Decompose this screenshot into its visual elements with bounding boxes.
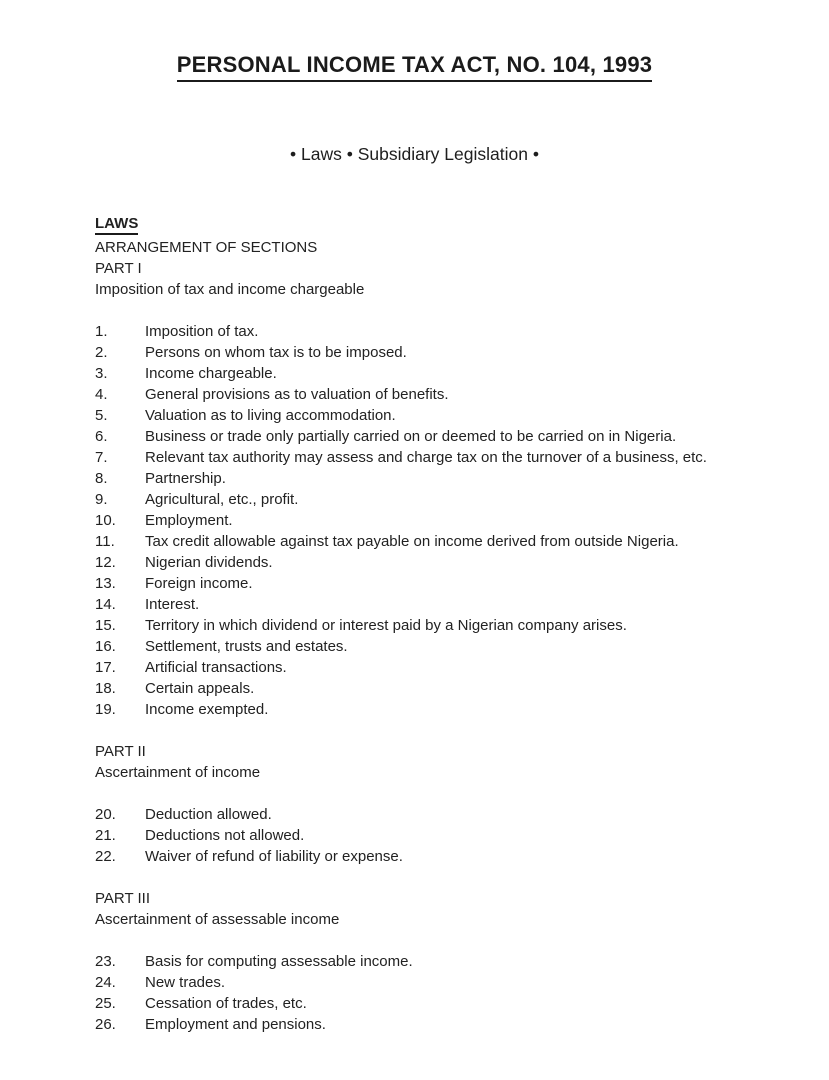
section-row — [95, 489, 799, 510]
section-row — [95, 405, 799, 426]
section-row — [95, 321, 799, 342]
section-row — [95, 447, 799, 468]
part-description: Ascertainment of income — [95, 764, 261, 781]
section-row — [95, 510, 799, 531]
section-row — [95, 615, 799, 636]
section-number: 26. — [95, 1016, 116, 1033]
laws-heading: LAWS — [95, 214, 138, 235]
section-number: 3. — [95, 365, 108, 382]
section-row — [95, 804, 799, 825]
section-number: 11. — [95, 533, 115, 550]
section-number: 2. — [95, 344, 108, 361]
section-title: Employment and pensions. — [145, 1016, 326, 1033]
part-label: PART III — [95, 890, 151, 907]
section-number: 5. — [95, 407, 108, 424]
section-number: 22. — [95, 848, 116, 865]
part — [95, 258, 799, 720]
section-title: Deductions not allowed. — [145, 827, 305, 844]
section-number: 6. — [95, 428, 108, 445]
section-title: Cessation of trades, etc. — [145, 995, 307, 1012]
section-number: 10. — [95, 512, 116, 529]
section-title: Tax credit allowable against tax payable on income derived from outside Nigeria. — [145, 533, 679, 550]
section-row — [95, 993, 799, 1014]
section-list — [95, 804, 799, 867]
section-row — [95, 972, 799, 993]
section-title: Artificial transactions. — [145, 659, 287, 676]
section-title: Deduction allowed. — [145, 806, 272, 823]
section-number: 14. — [95, 596, 116, 613]
section-row — [95, 657, 799, 678]
arrangement-heading: ARRANGEMENT OF SECTIONS — [95, 239, 318, 256]
section-row — [95, 552, 799, 573]
section-row — [95, 825, 799, 846]
section-row — [95, 636, 799, 657]
section-title: Business or trade only partially carried on or deemed to be carried on in Nigeria. — [145, 428, 677, 445]
part-label: PART I — [95, 260, 142, 277]
section-title: Agricultural, etc., profit. — [145, 491, 299, 508]
section-row — [95, 846, 799, 867]
section-title: Basis for computing assessable income. — [145, 953, 413, 970]
section-title: Employment. — [145, 512, 233, 529]
section-row — [95, 426, 799, 447]
section-title: Imposition of tax. — [145, 323, 259, 340]
section-number: 24. — [95, 974, 116, 991]
section-title: Income exempted. — [145, 701, 269, 718]
section-number: 19. — [95, 701, 116, 718]
section-title: Territory in which dividend or interest paid by a Nigerian company arises. — [145, 617, 627, 634]
section-row — [95, 1014, 799, 1035]
section-title: Valuation as to living accommodation. — [145, 407, 396, 424]
section-row — [95, 678, 799, 699]
section-title: Settlement, trusts and estates. — [145, 638, 348, 655]
section-title: New trades. — [145, 974, 226, 991]
section-number: 12. — [95, 554, 116, 571]
page-title: PERSONAL INCOME TAX ACT, NO. 104, 1993 — [177, 52, 652, 82]
section-title: General provisions as to valuation of benefits. — [145, 386, 449, 403]
section-title: Partnership. — [145, 470, 226, 487]
part-description: Ascertainment of assessable income — [95, 911, 340, 928]
section-row — [95, 951, 799, 972]
parts-container — [95, 258, 799, 1035]
section-title: Waiver of refund of liability or expense. — [145, 848, 403, 865]
section-number: 21. — [95, 827, 116, 844]
section-row — [95, 699, 799, 720]
section-title: Interest. — [145, 596, 200, 613]
section-title: Relevant tax authority may assess and charge tax on the turnover of a business, etc. — [145, 449, 707, 466]
section-list — [95, 321, 799, 720]
section-number: 18. — [95, 680, 116, 697]
section-row — [95, 573, 799, 594]
section-row — [95, 468, 799, 489]
part-description: Imposition of tax and income chargeable — [95, 281, 365, 298]
section-list — [95, 951, 799, 1035]
section-title: Certain appeals. — [145, 680, 255, 697]
section-number: 20. — [95, 806, 116, 823]
section-title: Persons on whom tax is to be imposed. — [145, 344, 407, 361]
part-label: PART II — [95, 743, 146, 760]
part — [95, 741, 799, 867]
section-number: 7. — [95, 449, 108, 466]
section-number: 17. — [95, 659, 116, 676]
section-number: 9. — [95, 491, 108, 508]
section-row — [95, 384, 799, 405]
section-title: Income chargeable. — [145, 365, 277, 382]
section-title: Foreign income. — [145, 575, 253, 592]
section-title: Nigerian dividends. — [145, 554, 273, 571]
section-number: 25. — [95, 995, 116, 1012]
section-number: 15. — [95, 617, 116, 634]
part — [95, 888, 799, 1035]
section-number: 4. — [95, 386, 108, 403]
title-block — [0, 0, 829, 82]
section-number: 13. — [95, 575, 116, 592]
document-content — [0, 213, 829, 1035]
section-row — [95, 531, 799, 552]
section-row — [95, 363, 799, 384]
section-number: 16. — [95, 638, 116, 655]
subtitle: • Laws • Subsidiary Legislation • — [290, 144, 539, 164]
section-number: 8. — [95, 470, 108, 487]
section-number: 23. — [95, 953, 116, 970]
section-number: 1. — [95, 323, 108, 340]
section-row — [95, 342, 799, 363]
section-row — [95, 594, 799, 615]
